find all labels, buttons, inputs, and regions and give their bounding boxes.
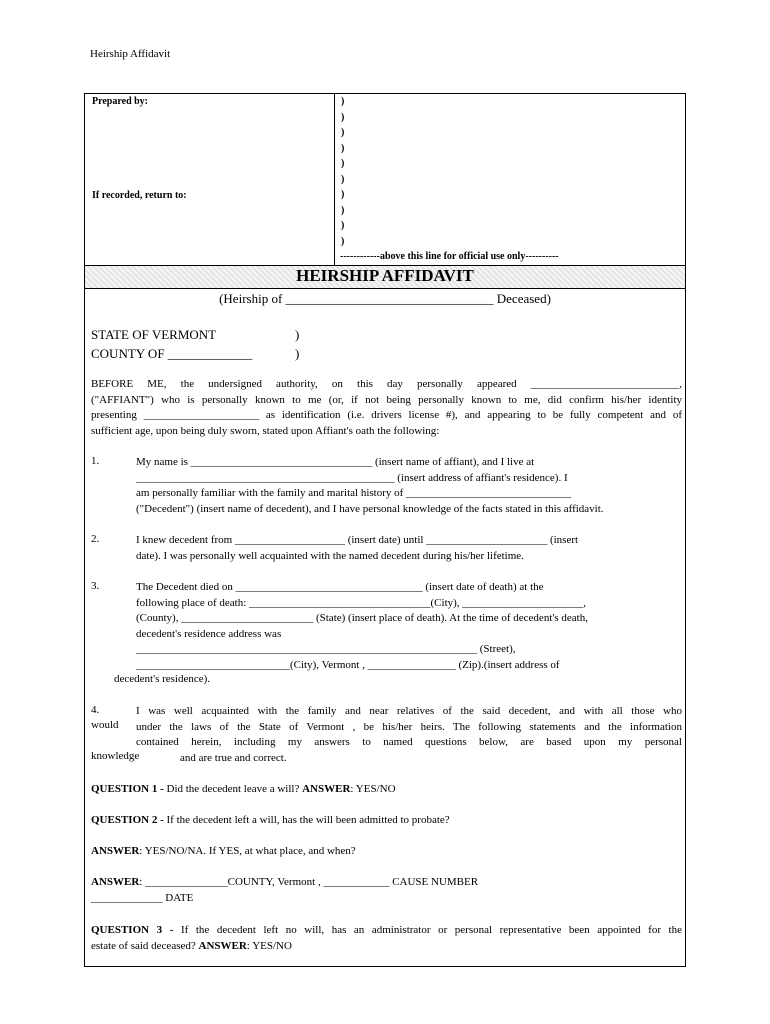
- item-prefix-would: would: [91, 719, 119, 731]
- item-2-text: [136, 533, 658, 564]
- item-line: The Decedent died on __________________________________ (insert date of death) at the: [136, 581, 544, 593]
- question-text: Did the decedent leave a will?: [163, 783, 303, 795]
- item-line: _______________________________________________ (insert address of affiant's residence). I: [136, 471, 568, 484]
- intro-paragraph: [91, 377, 682, 439]
- item-number: 4.: [91, 704, 100, 716]
- question-label: QUESTION 2 -: [91, 814, 164, 826]
- question-3: [91, 923, 682, 954]
- recording-paren: ): [341, 235, 345, 247]
- item-line: contained herein, including my answers to named questions below, are based upon my personal: [136, 736, 682, 748]
- recording-paren: ): [341, 158, 345, 169]
- item-1-text: [136, 455, 658, 517]
- document-subtitle: (Heirship of ________________________________ Deceased): [219, 291, 551, 306]
- intro-line: ("AFFIANT") who is personally known to me (or, if not being personally known to me, did confirm his/her identity: [91, 393, 682, 406]
- item-4-text: [136, 704, 682, 766]
- document-title: HEIRSHIP AFFIDAVIT: [296, 266, 474, 285]
- question-2: [91, 814, 450, 826]
- answer-text: : YES/NO: [246, 939, 292, 952]
- question-label: QUESTION 1 -: [91, 783, 164, 795]
- recording-paren: ): [341, 127, 345, 138]
- recording-paren: ): [341, 220, 345, 231]
- answer-label: ANSWER: [302, 783, 351, 795]
- answer-text: : _______________COUNTY, Vermont , ____________ CAUSE NUMBER: [139, 876, 479, 888]
- venue-state: STATE OF VERMONT: [91, 327, 217, 342]
- page-header: Heirship Affidavit: [90, 48, 171, 60]
- intro-line: BEFORE ME, the undersigned authority, on this day personally appeared ___________________________,: [91, 378, 682, 390]
- document-frame: [84, 93, 686, 967]
- answer-label: ANSWER: [91, 876, 140, 888]
- return-to-label: If recorded, return to:: [92, 190, 187, 201]
- question-text: If the decedent left no will, has an administrator or personal representative been appointed for the: [173, 924, 682, 936]
- question-text: estate of said deceased?: [91, 939, 199, 952]
- recording-paren: ): [341, 204, 345, 216]
- item-line: decedent's residence address was: [136, 627, 282, 640]
- item-line: under the laws of the State of Vermont , be his/her heirs. The following statements and the information: [136, 720, 682, 733]
- venue-paren-1: ): [295, 327, 300, 342]
- answer-label: ANSWER: [91, 845, 140, 857]
- recording-paren: ): [341, 173, 345, 185]
- question-2-answer: [91, 845, 356, 857]
- item-prefix-knowledge: knowledge: [91, 750, 140, 762]
- item-line: I was well acquainted with the family and near relatives of the said decedent, and with all those who: [136, 705, 682, 717]
- item-number: 1.: [91, 455, 100, 467]
- item-line: My name is _________________________________ (insert name of affiant), and I live at: [136, 456, 535, 468]
- recording-paren: ): [341, 111, 345, 123]
- item-number: 3.: [91, 580, 100, 592]
- question-2-answer-detail: [91, 876, 478, 888]
- item-line: following place of death: _________________________________(City), ______________________,: [136, 596, 587, 609]
- item-line: ______________________________________________________________ (Street),: [136, 643, 516, 655]
- intro-line: sufficient age, upon being duly sworn, stated upon Affiant's oath the following:: [91, 424, 440, 437]
- answer-date-line: _____________ DATE: [91, 892, 194, 904]
- item-line: (County), ________________________ (State) (insert place of death). At the time of decedent's death,: [136, 612, 588, 624]
- item-line: ("Decedent") (insert name of decedent), and I have personal knowledge of the facts stated in this affidavit.: [136, 502, 604, 515]
- question-1: [91, 783, 396, 795]
- recording-paren: ): [341, 96, 345, 107]
- item-line: ____________________________(City), Vermont , ________________ (Zip).(insert address of: [136, 658, 560, 671]
- item-line: and are true and correct.: [180, 751, 287, 764]
- item-line: date). I was personally well acquainted with the named decedent during his/her lifetime.: [136, 549, 524, 562]
- question-text: If the decedent left a will, has the will been admitted to probate?: [163, 814, 450, 826]
- prepared-by-label: Prepared by:: [92, 96, 149, 107]
- recording-paren: ): [341, 142, 345, 154]
- answer-text: : YES/NO/NA. If YES, at what place, and when?: [139, 845, 356, 857]
- recording-divider: [334, 93, 335, 265]
- item-line: decedent's residence).: [114, 673, 211, 685]
- official-use-line: ------------above this line for official use only----------: [340, 251, 559, 262]
- venue-county: COUNTY OF _____________: [91, 346, 253, 361]
- question-label: QUESTION 3 -: [91, 924, 174, 936]
- answer-label: ANSWER: [198, 939, 247, 952]
- item-line: I knew decedent from ____________________ (insert date) until ______________________ (insert: [136, 534, 579, 546]
- venue-paren-2: ): [295, 346, 300, 361]
- item-number: 2.: [91, 533, 100, 545]
- item-line: am personally familiar with the family and marital history of ______________________________: [136, 487, 572, 499]
- intro-line: presenting _____________________ as identification (i.e. drivers license #), and appearing to be fully competent and of: [91, 409, 682, 421]
- recording-paren: ): [341, 189, 345, 200]
- answer-text: : YES/NO: [350, 783, 396, 795]
- item-3-text: [136, 580, 682, 673]
